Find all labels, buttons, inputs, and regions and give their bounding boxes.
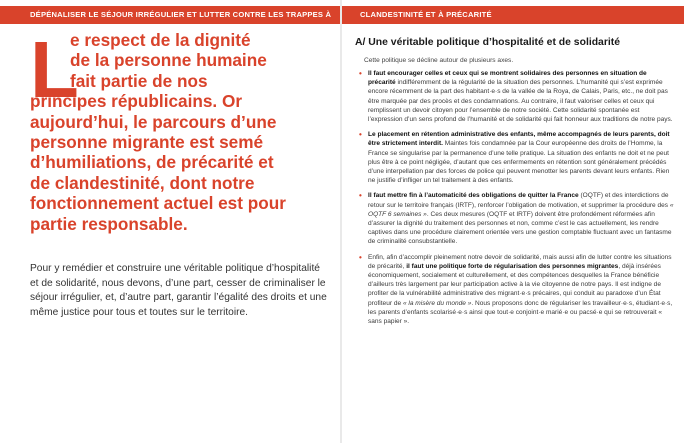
lead-line: personne migrante est semé <box>30 132 264 153</box>
bullet-item <box>358 69 674 124</box>
lead-line: fonctionnement actuel est pour <box>30 193 286 214</box>
lead-line: de clandestinité, dont notre <box>30 172 255 193</box>
bullet-bold: Il faut mettre fin à l’automaticité des obligations de quitter la France <box>368 192 579 200</box>
drop-cap: L <box>30 25 79 114</box>
bullet-italic: « OQTF 6 semaines » <box>368 201 674 218</box>
bullet-marker: • <box>359 191 362 201</box>
lead-paragraph <box>30 25 335 234</box>
intro-text: Cette politique se décline autour de plusieurs axes. <box>364 57 514 64</box>
lead-line: de la personne humaine <box>70 50 267 71</box>
bullet-marker: • <box>359 130 362 140</box>
bullet-text: . Nous proposons donc de régulariser les travailleur·e·s, étudiant·e·s, les parents d’enfants scolarisé·e·s ainsi que tout·e conjoint·e marié·e ou pacsé·e qui se retrouverait « sans papier ». <box>368 299 673 326</box>
lead-line: d’humiliations, de précarité et <box>30 152 274 173</box>
running-header-right: CLANDESTINITÉ ET À PRÉCARITÉ <box>342 6 684 24</box>
bullet-bold: il faut une politique forte de régularisation des personnes migrantes <box>406 262 619 270</box>
lead-line: fait partie de nos <box>70 70 208 91</box>
bullet-text: , déjà insérées économiquement, socialement et culturellement, et des compétences desquelles la France bénéficie d’ailleurs très largement par leur participation active à la vie citoyenne de notre pays. Il est indigne de profiter de la vulnérabilité administrative des migrant·e·s précaires, qui conduit au paradoxe d’un État profiteur de <box>368 262 661 307</box>
bullet-marker: • <box>359 252 362 262</box>
body-paragraph-left: Pour y remédier et construire une véritable politique d’hospitalité et de solidarité, nous devons, d’une part, cesser de criminaliser le séjour irrégulier, et, d’autre part, garantir l’égalité des droits et une même justice pour tous et toutes sur le territoire. <box>30 263 327 318</box>
bullet-bold: Le placement en rétention administrative des enfants, même accompagnés de leurs parents, doit être strictement interdit. <box>368 131 670 148</box>
bullet-italic: « la misère du monde » <box>402 299 472 307</box>
bullet-item <box>358 253 674 327</box>
running-header-left: DÉPÉNALISER LE SÉJOUR IRRÉGULIER ET LUTTER CONTRE LES TRAPPES À <box>0 6 340 24</box>
bullet-text: . Ces deux mesures (OQTF et IRTF) doivent être profondément réformées afin d’assurer la dignité du traitement des personnes et non, comme c’est le cas actuellement, les rendre captives dans une procédure clairement orientée vers une gestion comptable fluctuant avec un fantasme de criminalité consubstantielle. <box>368 210 672 246</box>
section-title: A/ Une véritable politique d’hospitalité et de solidarité <box>355 37 621 48</box>
lead-line: e respect de la dignité <box>70 30 251 50</box>
bullet-bold: Il faut encourager celles et ceux qui se montrent solidaires des personnes en situation de précarité <box>368 70 647 87</box>
lead-line: partie responsable. <box>30 213 188 234</box>
bullet-list <box>358 69 674 332</box>
bullet-text: (OQTF) et des interdictions de retour sur le territoire français (IRTF), renforcer l’obligation de motivation, et supprimer la procédure des <box>368 192 670 209</box>
bullet-marker: • <box>359 69 362 78</box>
bullet-text: Enfin, afin d’accomplir pleinement notre devoir de solidarité, mais aussi afin de lutter contre les situations de précarité, <box>368 253 672 270</box>
bullet-item <box>358 191 674 246</box>
bullet-item <box>358 130 674 185</box>
lead-line: principes républicains. Or <box>30 91 243 112</box>
lead-line: aujourd’hui, le parcours d’une <box>30 111 277 132</box>
bullet-text: indifféremment de la régularité de la situation des personnes. L’humanité qui s’est exprimée encore récemment de la part des habitant·e·s de la vallée de la Roya, de Calais, Paris, etc., ne doit pas être marquée par des procès et des condamnations. Au contraire, il faut valoriser celles et ceux qui remplissent un devoir citoyen pour l’ensemble de notre société. Cette solidarité spontanée est l’expression d’un sens profond de l’humanité et de solidarité qui fait honneur aux traditions de notre pays. <box>368 79 673 124</box>
bullet-text: Maintes fois condamnée par la Cour européenne des droits de l’Homme, la France se singularise par la permanence d’une telle pratique. La situation des enfants ne doit et ne peut plus être à ce point négligée, d’autant que ces enfermements en rétention sont généralement précédés d’une interpellation par des forces de police qui peuvent menotter les parents devant leurs enfants. Rien ne justifie d’infliger un tel traitement à des enfants. <box>368 140 670 185</box>
